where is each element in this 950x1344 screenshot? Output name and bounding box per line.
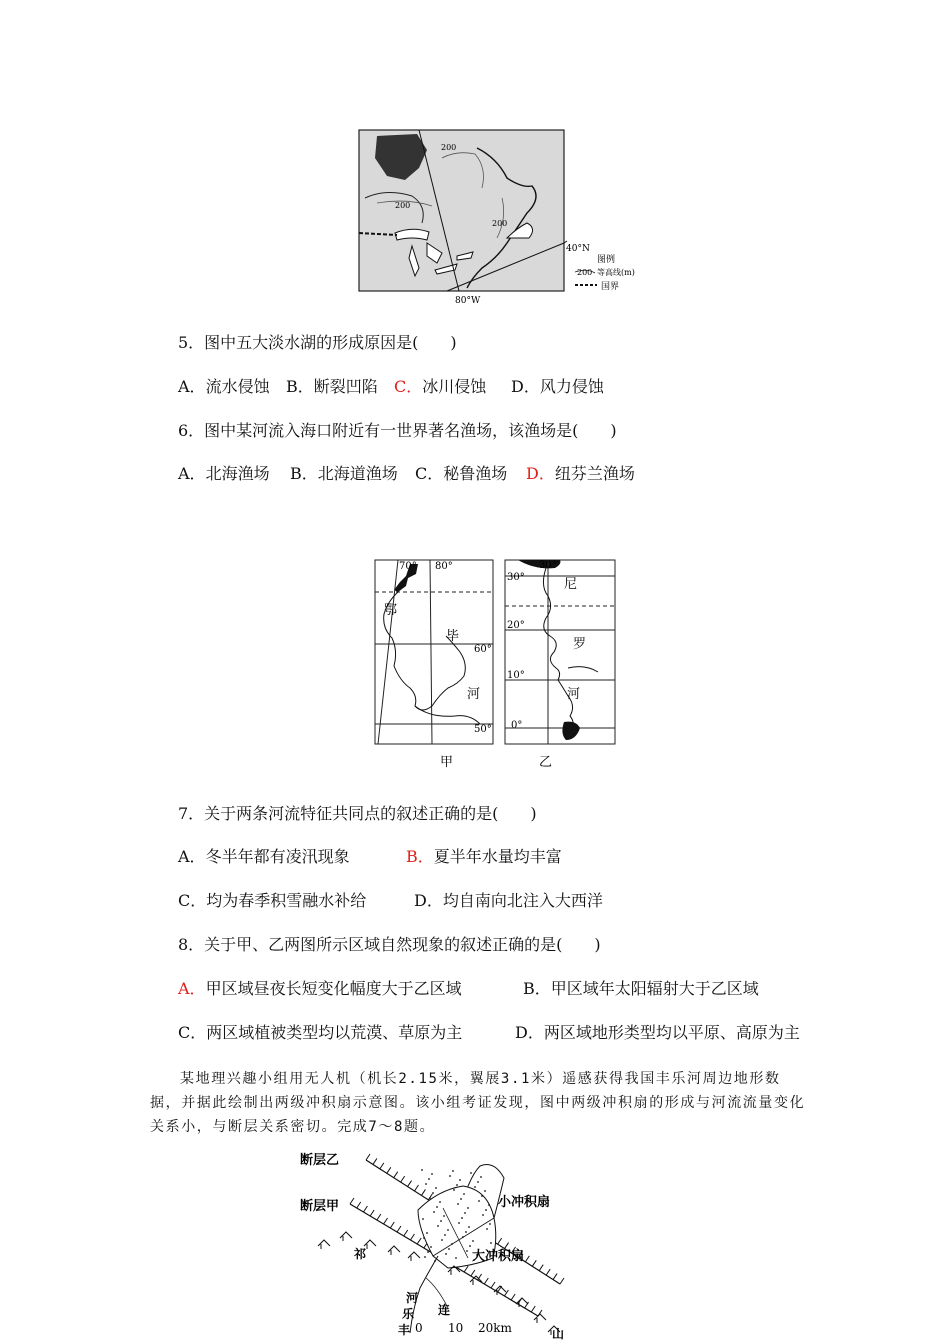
- fan-sediment-dot: [424, 1256, 426, 1258]
- scale-10: 10: [448, 1321, 464, 1335]
- river-char: 鄂: [384, 603, 398, 618]
- fan-sediment-dot: [452, 1170, 454, 1172]
- fault-hatch: [397, 1226, 401, 1232]
- fan-sediment-dot: [455, 1257, 457, 1259]
- q6-option-b: B．北海道渔场: [290, 464, 398, 483]
- fault-hatch: [511, 1294, 515, 1300]
- fan-sediment-dot: [460, 1198, 462, 1200]
- fault-hatch: [417, 1238, 421, 1244]
- mountain-lian: 连: [438, 1303, 451, 1317]
- fault-hatch: [363, 1206, 367, 1212]
- fault-hatch: [546, 1269, 550, 1275]
- fan-sediment-dot: [490, 1242, 492, 1244]
- fan-sediment-dot: [427, 1251, 429, 1253]
- fan-sediment-dot: [426, 1232, 428, 1234]
- fan-sediment-dot: [474, 1186, 476, 1188]
- longitude-80-label: 80°: [435, 561, 453, 572]
- fault-hatch: [370, 1210, 374, 1216]
- fan-sediment-dot: [459, 1179, 461, 1181]
- q5-option-b: B．断裂凹陷: [286, 377, 378, 396]
- fault-hatch: [401, 1176, 405, 1182]
- great-lakes-map: [357, 128, 647, 306]
- fan-sediment-dot: [448, 1248, 450, 1250]
- fan-sediment-dot: [439, 1201, 441, 1203]
- fault-hatch: [498, 1238, 502, 1244]
- fan-sediment-dot: [458, 1222, 460, 1224]
- fan-sediment-dot: [440, 1220, 442, 1222]
- q7-option-b: B．夏半年水量均丰富: [406, 847, 562, 866]
- fault-hatch: [357, 1202, 361, 1208]
- fan-sediment-dot: [435, 1187, 437, 1189]
- contour-label: 200: [441, 143, 457, 152]
- river-char: 罗: [573, 637, 587, 652]
- river-char: 河: [406, 1291, 419, 1305]
- fan-sediment-dot: [486, 1228, 488, 1230]
- q6-option-a: A．北海渔场: [178, 464, 270, 483]
- fault-hatch: [491, 1282, 495, 1288]
- fault-hatch: [484, 1278, 488, 1284]
- mountain-symbol: [408, 1252, 420, 1261]
- fault-hatch: [377, 1214, 381, 1220]
- mountain-symbol: [318, 1240, 330, 1249]
- fault-a-label: 断层甲: [300, 1199, 340, 1214]
- small-fan-label: 小冲积扇: [498, 1195, 551, 1210]
- legend-contour: 等高线(m): [597, 268, 635, 277]
- fan-sediment-dot: [429, 1197, 431, 1199]
- fan-sediment-dot: [443, 1215, 445, 1217]
- fan-sediment-dot: [466, 1250, 468, 1252]
- scale-20km: 20km: [478, 1321, 512, 1335]
- fan-sediment-dot: [428, 1178, 430, 1180]
- fault-hatch: [421, 1189, 425, 1195]
- fan-sediment-dot: [421, 1169, 423, 1171]
- fan-sediment-dot: [441, 1239, 443, 1241]
- fan-sediment-dot: [445, 1253, 447, 1255]
- fan-sediment-dot: [468, 1226, 470, 1228]
- legend-title: 图例: [597, 255, 616, 265]
- fan-sediment-dot: [463, 1193, 465, 1195]
- question-8-stem: 8．关于甲、乙两图所示区域自然现象的叙述正确的是( ): [178, 935, 601, 954]
- fault-hatch: [525, 1256, 529, 1262]
- mountain-shan: 山: [552, 1327, 565, 1341]
- fan-sediment-dot: [469, 1245, 471, 1247]
- question-7-stem: 7．关于两条河流特征共同点的叙述正确的是( ): [178, 804, 537, 823]
- fan-sediment-dot: [444, 1234, 446, 1236]
- fault-hatch: [380, 1163, 384, 1169]
- fan-sediment-dot: [422, 1218, 424, 1220]
- fan-sediment-dot: [472, 1240, 474, 1242]
- fault-b-label: 断层乙: [300, 1153, 340, 1168]
- river-char: 河: [567, 687, 581, 702]
- contour-label: 200: [492, 219, 508, 228]
- fan-sediment-dot: [461, 1217, 463, 1219]
- latitude-50-label: 50°: [474, 724, 492, 735]
- fan-sediment-dot: [433, 1211, 435, 1213]
- q8-option-c: C．两区域植被类型均以荒漠、草原为主: [178, 1023, 463, 1042]
- fan-sediment-dot: [456, 1184, 458, 1186]
- longitude-70-label: 70°: [399, 561, 417, 572]
- latitude-20-label: 20°: [507, 620, 525, 631]
- contour-label: 200: [395, 201, 411, 210]
- mountain-symbol: [388, 1246, 400, 1255]
- fault-hatch: [539, 1265, 543, 1271]
- q6-option-c: C．秘鲁渔场: [415, 464, 508, 483]
- river-char: 尼: [564, 577, 578, 592]
- fan-sediment-dot: [447, 1229, 449, 1231]
- river-char: 毕: [446, 629, 460, 644]
- fan-sediment-dot: [484, 1190, 486, 1192]
- river-char: 丰: [398, 1323, 411, 1337]
- fault-hatch: [553, 1274, 557, 1280]
- fan-sediment-dot: [453, 1189, 455, 1191]
- fault-hatch: [408, 1181, 412, 1187]
- lake-superior: [395, 229, 429, 240]
- scale-0: 0: [415, 1321, 423, 1335]
- fan-sediment-dot: [488, 1204, 490, 1206]
- fault-hatch: [464, 1266, 468, 1272]
- q5-option-a: A．流水侵蚀: [178, 377, 270, 396]
- fan-sediment-dot: [430, 1246, 432, 1248]
- q8-option-d: D．两区域地形类型均以平原、高原为主: [515, 1023, 800, 1042]
- fault-hatch: [560, 1278, 564, 1284]
- fan-sediment-dot: [462, 1236, 464, 1238]
- q7-option-a: A．冬半年都有凌汛现象: [178, 847, 350, 866]
- fault-hatch: [366, 1154, 370, 1160]
- legend-contour-value: 200: [577, 268, 593, 277]
- fan-sediment-dot: [467, 1207, 469, 1209]
- fan-sediment-dot: [478, 1200, 480, 1202]
- fault-hatch: [384, 1218, 388, 1224]
- longitude-30-label: 30°: [539, 560, 557, 571]
- fault-hatch: [415, 1185, 419, 1191]
- latitude-0-label: 0°: [511, 720, 523, 731]
- fan-sediment-dot: [485, 1209, 487, 1211]
- fan-sediment-dot: [464, 1212, 466, 1214]
- fan-sediment-dot: [465, 1231, 467, 1233]
- fault-hatch: [532, 1260, 536, 1266]
- fan-sediment-dot: [481, 1195, 483, 1197]
- fan-sediment-dot: [437, 1225, 439, 1227]
- fault-hatch: [410, 1234, 414, 1240]
- q8-option-b: B．甲区域年太阳辐射大于乙区域: [523, 979, 759, 998]
- fan-sediment-dot: [480, 1176, 482, 1178]
- latitude-10-label: 10°: [507, 670, 525, 681]
- fault-hatch: [390, 1222, 394, 1228]
- fan-sediment-dot: [436, 1206, 438, 1208]
- alluvial-fan-map: [298, 1148, 570, 1344]
- fault-hatch: [471, 1270, 475, 1276]
- question-5-stem: 5．图中五大淡水湖的形成原因是( ): [178, 333, 457, 352]
- mountain-symbol: [340, 1232, 352, 1241]
- ob-nile-map: [370, 556, 622, 774]
- fan-sediment-dot: [457, 1203, 459, 1205]
- legend-border: 国界: [601, 282, 620, 292]
- fan-sediment-dot: [482, 1214, 484, 1216]
- map-caption-jia: 甲: [440, 755, 454, 770]
- fault-hatch: [394, 1172, 398, 1178]
- fault-hatch: [505, 1243, 509, 1249]
- latitude-30-label: 30°: [507, 572, 525, 583]
- map-caption-yi: 乙: [539, 755, 553, 770]
- fault-hatch: [404, 1230, 408, 1236]
- river-char: 河: [467, 687, 481, 702]
- q5-option-c: C．冰川侵蚀: [394, 377, 487, 396]
- question-6-stem: 6．图中某河流入海口附近有一世界著名渔场，该渔场是( ): [178, 421, 617, 440]
- q7-option-d: D．均自南向北注入大西洋: [414, 891, 603, 910]
- fan-sediment-dot: [449, 1175, 451, 1177]
- large-fan-label: 大冲积扇: [472, 1249, 525, 1264]
- fault-hatch: [387, 1167, 391, 1173]
- fault-hatch: [350, 1198, 354, 1204]
- q5-option-d: D．风力侵蚀: [511, 377, 604, 396]
- q7-option-c: C．均为春季积雪融水补给: [178, 891, 367, 910]
- fan-sediment-dot: [489, 1223, 491, 1225]
- q8-option-a: A．甲区域昼夜长短变化幅度大于乙区域: [178, 979, 462, 998]
- latitude-60-label: 60°: [474, 644, 492, 655]
- latitude-label: 40°N: [566, 244, 590, 254]
- fan-sediment-dot: [431, 1173, 433, 1175]
- longitude-label: 80°W: [455, 296, 481, 306]
- fan-sediment-dot: [425, 1183, 427, 1185]
- fan-sediment-dot: [477, 1181, 479, 1183]
- q6-option-d: D．纽芬兰渔场: [526, 464, 635, 483]
- fan-sediment-dot: [470, 1172, 472, 1174]
- fault-hatch: [373, 1158, 377, 1164]
- fault-hatch: [531, 1306, 535, 1312]
- mountain-symbol: [470, 1276, 482, 1285]
- passage-text: 某地理兴趣小组用无人机（机长2.15米，翼展3.1米）遥感获得我国丰乐河周边地形数据，并据此绘制出两级冲积扇示意图。该小组考证发现，图中两级冲积扇的形成与河流流量变化关系小，与断层关系密切。完成7～8题。: [150, 1071, 806, 1135]
- fan-sediment-dot: [432, 1192, 434, 1194]
- fan-sediment-dot: [423, 1237, 425, 1239]
- mountain-qi: 祁: [354, 1247, 367, 1261]
- fan-sediment-dot: [451, 1243, 453, 1245]
- river-char: 乐: [402, 1307, 415, 1321]
